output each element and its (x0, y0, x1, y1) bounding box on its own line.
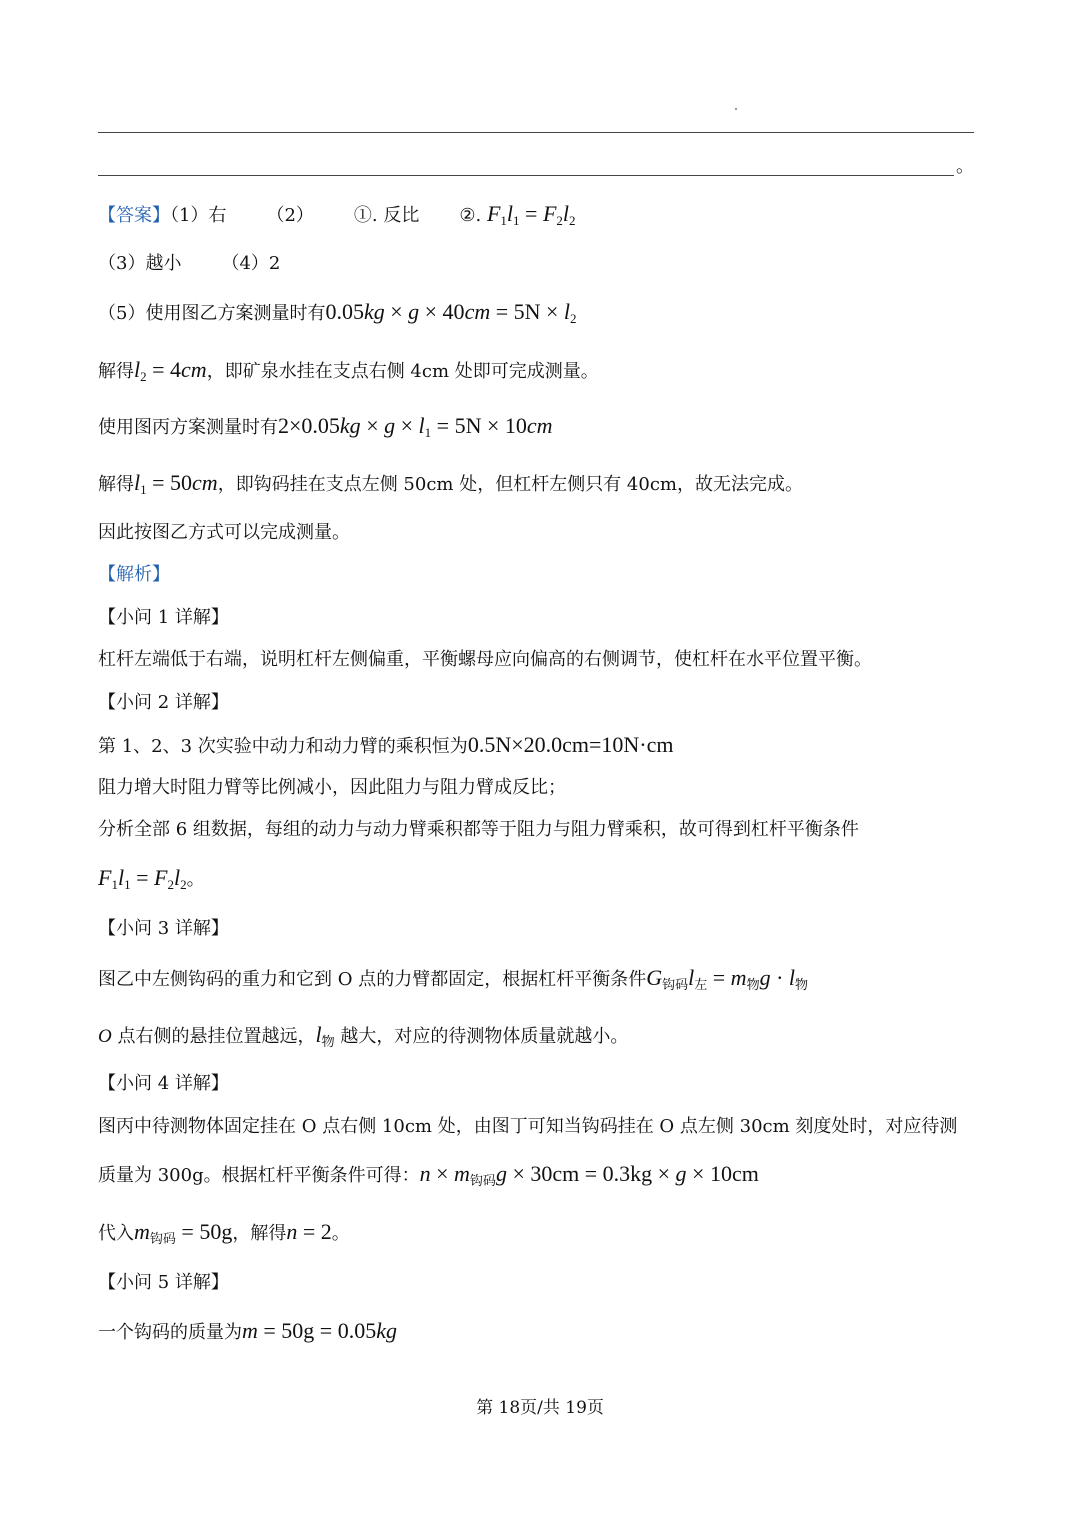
answer-q5: （5）使用图乙方案测量时有 (98, 303, 326, 324)
s4-equation: $n \times m_{钩码}g \times 30cm = 0.3kg \times g \times 10cm$ (419, 1161, 759, 1188)
bing-prefix: 使用图丙方案测量时有 (98, 417, 278, 438)
s5-line-1-text: 一个钩码的质量为 (98, 1322, 242, 1343)
balance-formula: $F_1l_1 = F_2l_2$ (486, 201, 576, 228)
s3-line-2-b: 越大，对应的待测物体质量就越小。 (340, 1026, 629, 1047)
answer-line-1 (98, 202, 576, 233)
answer-q2-a: ①. 反比 (353, 205, 420, 226)
l2-prefix: 解得 (98, 361, 134, 382)
s5-title: 【小问 5 详解】 (98, 1272, 229, 1293)
l1-result: $l_1 = 50cm$ (134, 470, 218, 497)
s4-line-3-mid: ，解得 (232, 1223, 287, 1244)
l1-prefix: 解得 (98, 474, 134, 495)
s3-title: 【小问 3 详解】 (98, 918, 229, 939)
stray-dot (735, 108, 737, 110)
answer-q3: （3）越小 (98, 253, 182, 274)
n-value: n = 2 (286, 1219, 332, 1244)
answer-line-6 (98, 471, 803, 502)
answer-line-3 (98, 300, 577, 331)
l2-result: $l_2 = 4cm$ (134, 357, 207, 384)
s2-line-1-text: 第 1、2、3 次实验中动力和动力臂的乘积恒为 (98, 736, 468, 757)
answer-tag: 【答案】 (98, 205, 170, 226)
s3-line-2: O 点右侧的悬挂位置越远，$l_物$ 越大，对应的待测物体质量就越小。 (98, 1022, 629, 1049)
answer-q2: （2） (266, 205, 314, 226)
s2-line-4 (98, 866, 205, 897)
yi-equation: $0.05kg \times g \times 40cm = 5N \times l_2$ (325, 299, 577, 326)
s2-formula: $F_1l_1 = F_2l_2$ (98, 865, 187, 892)
s5-line-1 (98, 1319, 397, 1345)
s4-line-3-end: 。 (331, 1223, 350, 1244)
s4-line-2-text: 质量为 300g。根据杠杆平衡条件可得： (98, 1165, 420, 1186)
s2-line-3: 分析全部 6 组数据，每组的动力与动力臂乘积都等于阻力与阻力臂乘积，故可得到杠杆平衡条件 (98, 819, 859, 840)
m-weight-value: $m_{钩码} = 50g$ (134, 1219, 233, 1246)
answer-line-5 (98, 414, 553, 445)
answer-conclusion: 因此按图乙方式可以完成测量。 (98, 522, 350, 543)
s2-line-4-end: 。 (186, 869, 205, 890)
answer-q2-b: ②. (459, 205, 482, 226)
page-footer: 第 18页/共 19页 (476, 1398, 604, 1418)
blank-end-mark: 。 (956, 156, 974, 177)
s3-line-1-text: 图乙中左侧钩码的重力和它到 O 点的力臂都固定，根据杠杆平衡条件 (98, 969, 647, 990)
s4-line-3-pre: 代入 (98, 1223, 134, 1244)
s2-line-2: 阻力增大时阻力臂等比例减小，因此阻力与阻力臂成反比； (98, 777, 566, 798)
answer-line-2 (98, 252, 280, 276)
s2-product: 0.5N×20.0cm=10N·cm (467, 732, 674, 757)
s1-title: 【小问 1 详解】 (98, 607, 229, 628)
s3-formula: $G_{钩码}l_左 = m_物g \cdot l_物$ (646, 965, 809, 992)
bing-equation: $2\times 0.05kg \times g \times l_1 = 5N \times 10cm$ (278, 413, 553, 440)
s2-line-1 (98, 733, 673, 759)
s4-line-2 (98, 1162, 759, 1193)
s3-line-1 (98, 966, 808, 997)
l2-suffix: ，即矿泉水挂在支点右侧 4cm 处即可完成测量。 (206, 361, 599, 382)
s1-text: 杠杆左端低于右端，说明杠杆左侧偏重，平衡螺母应向偏高的右侧调节，使杠杆在水平位置平衡。 (98, 649, 872, 670)
l1-suffix: ，即钩码挂在支点左侧 50cm 处，但杠杆左侧只有 40cm，故无法完成。 (217, 474, 803, 495)
answer-blank-line-2 (98, 175, 954, 176)
s4-title: 【小问 4 详解】 (98, 1073, 229, 1094)
answer-q1: （1）右 (170, 205, 227, 226)
s4-line-3 (98, 1220, 350, 1251)
s2-title: 【小问 2 详解】 (98, 692, 229, 713)
l-wu-symbol: $l_物$ (315, 1022, 335, 1049)
answer-line-4 (98, 358, 599, 389)
analysis-tag: 【解析】 (98, 564, 170, 585)
answer-blank-line-1 (98, 132, 974, 133)
answer-q4: （4）2 (221, 253, 281, 274)
s4-line-1: 图丙中待测物体固定挂在 O 点右侧 10cm 处，由图丁可知当钩码挂在 O 点左侧 30cm 刻度处时，对应待测 (98, 1116, 958, 1137)
s5-mass: m = 50g = 0.05kg (242, 1318, 397, 1343)
s3-line-2-a: 点右侧的悬挂位置越远， (117, 1026, 316, 1047)
